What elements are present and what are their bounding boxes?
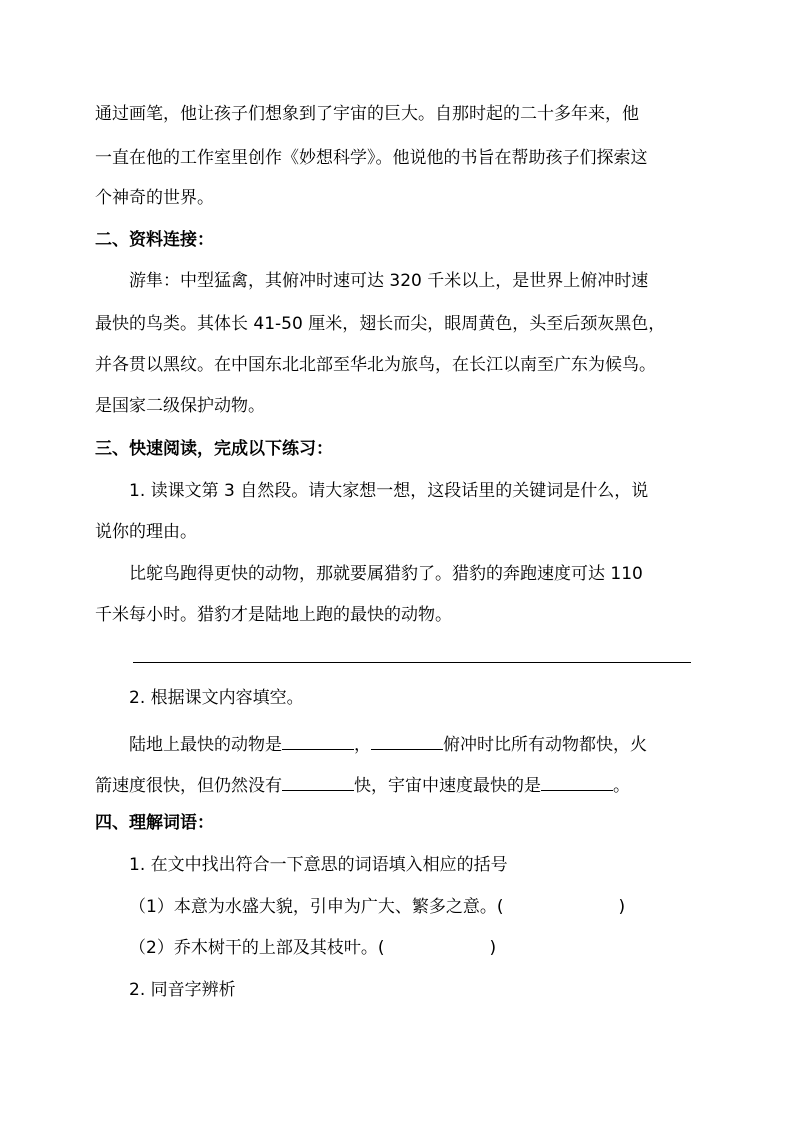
question-4-1: 1. 在文中找出符合一下意思的词语填入相应的括号 xyxy=(129,855,508,875)
section-2-heading: 二、资料连接： xyxy=(95,230,214,250)
vocab-item-1 xyxy=(129,899,625,916)
intro-line-2: 一直在他的工作室里创作《妙想科学》。他说他的书旨在帮助孩子们探索这 xyxy=(95,148,648,168)
intro-line-1: 通过画笔，他让孩子们想象到了宇宙的巨大。自那时起的二十多年来，他 xyxy=(95,104,639,124)
fill-1-text-b: ， xyxy=(354,735,371,755)
fill-blank-1[interactable] xyxy=(282,733,354,750)
passage-line-1: 比鸵鸟跑得更快的动物，那就要属猎豹了。猎豹的奔跑速度可达 110 xyxy=(129,564,643,584)
fill-blank-3[interactable] xyxy=(282,774,354,791)
fill-line-2 xyxy=(95,774,630,795)
section-4-heading: 四、理解词语： xyxy=(95,813,214,833)
question-3-1-line-2: 说你的理由。 xyxy=(95,522,197,542)
vocab-item-2-text: （2）乔木树干的上部及其枝叶。( xyxy=(129,938,385,958)
section-2-paragraph-line-1: 游隼：中型猛禽，其俯冲时速可达 320 千米以上，是世界上俯冲时速 xyxy=(129,271,649,291)
fill-2-text-b: 快，宇宙中速度最快的是 xyxy=(354,776,541,796)
fill-blank-4[interactable] xyxy=(541,774,613,791)
intro-line-3: 个神奇的世界。 xyxy=(95,188,214,208)
section-2-paragraph-line-2: 最快的鸟类。其体长 41-50 厘米，翅长而尖，眼周黄色，头至后颈灰黑色， xyxy=(95,314,666,334)
section-2-paragraph-line-4: 是国家二级保护动物。 xyxy=(95,396,265,416)
section-2-paragraph-line-3: 并各贯以黑纹。在中国东北北部至华北为旅鸟，在长江以南至广东为候鸟。 xyxy=(95,355,656,375)
answer-line[interactable] xyxy=(133,662,691,663)
fill-1-text-a: 陆地上最快的动物是 xyxy=(129,735,282,755)
question-4-2: 2. 同音字辨析 xyxy=(129,980,236,1000)
fill-line-1 xyxy=(129,733,647,754)
fill-2-text-c: 。 xyxy=(613,776,630,796)
question-3-1-line-1: 1. 读课文第 3 自然段。请大家想一想，这段话里的关键词是什么，说 xyxy=(129,481,649,501)
question-3-2: 2. 根据课文内容填空。 xyxy=(129,688,304,708)
passage-line-2: 千米每小时。猎豹才是陆地上跑的最快的动物。 xyxy=(95,605,452,625)
vocab-item-2 xyxy=(129,940,496,957)
fill-1-text-c: 俯冲时比所有动物都快，火 xyxy=(443,735,647,755)
vocab-item-1-close: ) xyxy=(618,897,626,917)
fill-2-text-a: 箭速度很快，但仍然没有 xyxy=(95,776,282,796)
vocab-item-1-text: （1）本意为水盛大貌，引申为广大、繁多之意。( xyxy=(129,897,504,917)
section-3-heading: 三、快速阅读，完成以下练习： xyxy=(95,439,333,459)
vocab-item-2-close: ) xyxy=(489,938,497,958)
fill-blank-2[interactable] xyxy=(371,733,443,750)
